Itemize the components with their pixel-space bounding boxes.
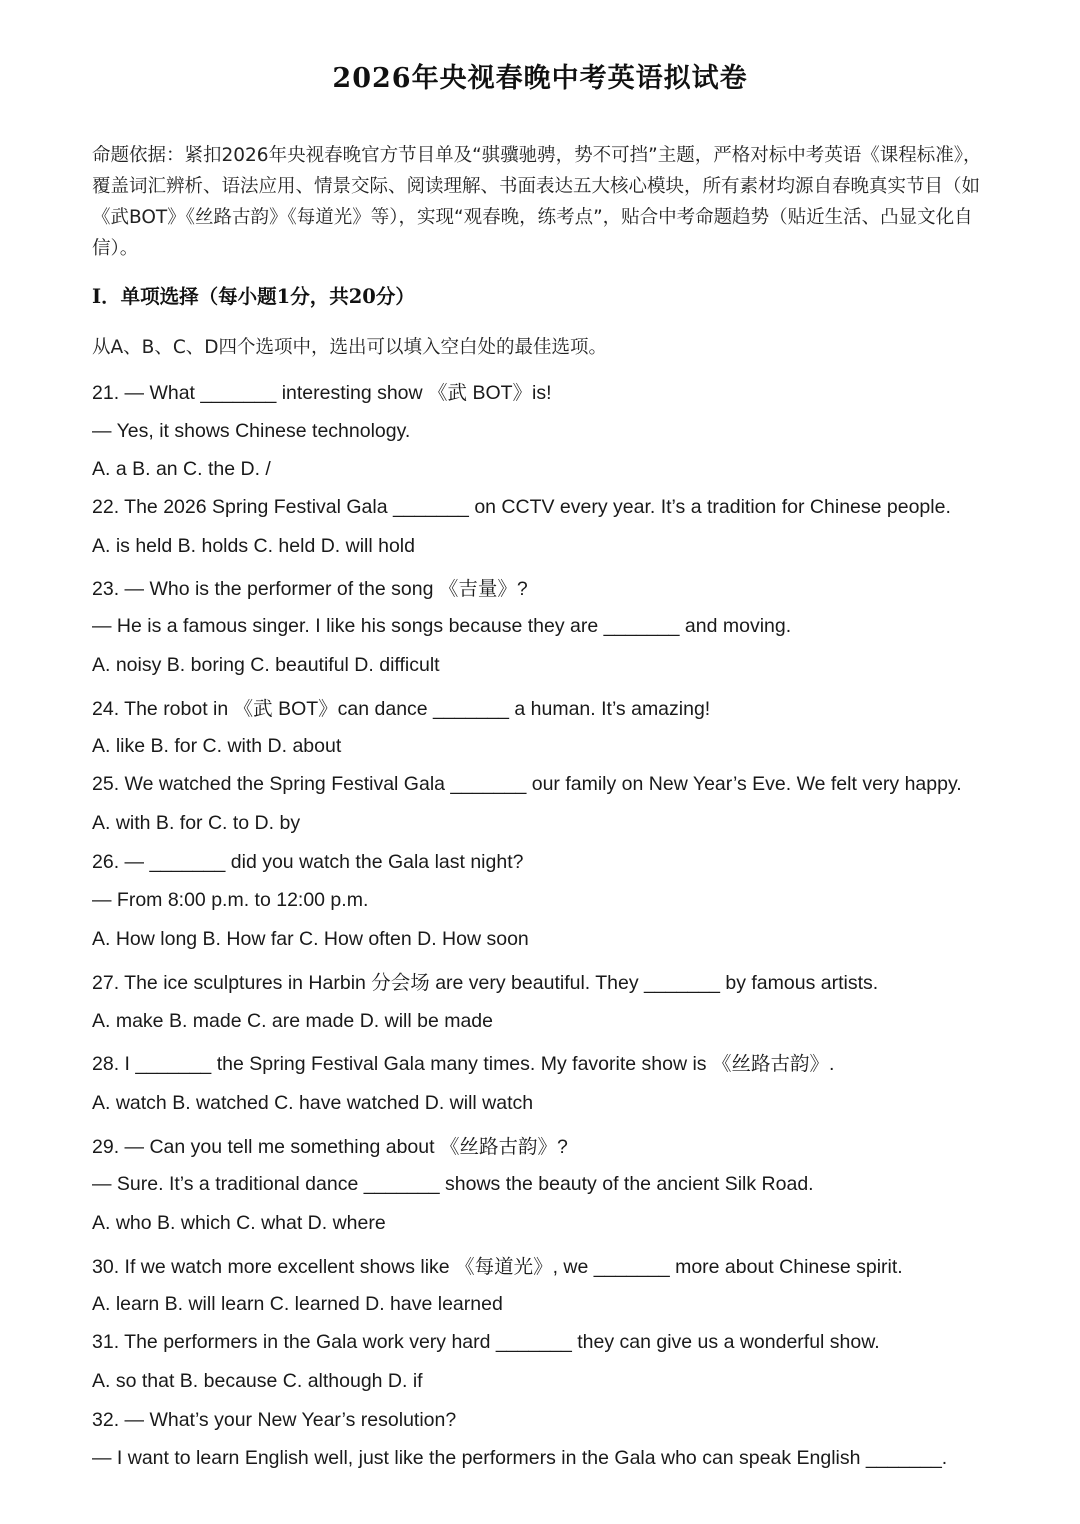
intro-paragraph: 命题依据：紧扣2026年央视春晚官方节目单及“骐骥驰骋，势不可挡”主题，严格对标中考英语《课程标准》，覆盖词汇辨析、语法应用、情景交际、阅读理解、书面表达五大核心模块，所有素材均源自春晚真实节目（如《武BOT》《丝路古韵》《每道光》等），实现“观春晚，练考点”，贴合中考命题趋势（贴近生活、凸显文化自信）。 (92, 145, 982, 259)
options-line: A. noisy B. boring C. beautiful D. difficult (92, 654, 440, 676)
question-line: 29. — Can you tell me something about 《丝路古韵》? (92, 1136, 568, 1158)
question-line: 30. If we watch more excellent shows like 《每道光》, we _______ more about Chinese spirit. (92, 1256, 903, 1278)
options-line: A. with B. for C. to D. by (92, 812, 301, 834)
options-line: A. make B. made C. are made D. will be made (92, 1010, 493, 1032)
section-heading: Ⅰ．单项选择（每小题1分，共20分） (92, 285, 415, 308)
question-line: — Yes, it shows Chinese technology. (92, 420, 411, 442)
question-line: — From 8:00 p.m. to 12:00 p.m. (92, 889, 369, 911)
question-line: 22. The 2026 Spring Festival Gala _______ on CCTV every year. It’s a tradition for Chinese people. (92, 496, 951, 518)
options-line: A. who B. which C. what D. where (92, 1212, 386, 1234)
options-line: A. How long B. How far C. How often D. How soon (92, 928, 529, 950)
question-line: 24. The robot in 《武 BOT》can dance _______ a human. It’s amazing! (92, 698, 711, 720)
question-line: 25. We watched the Spring Festival Gala _______ our family on New Year’s Eve. We felt very happy. (92, 773, 962, 795)
options-line: A. like B. for C. with D. about (92, 735, 342, 757)
options-line: A. watch B. watched C. have watched D. will watch (92, 1092, 534, 1114)
question-line: — Sure. It’s a traditional dance _______ shows the beauty of the ancient Silk Road. (92, 1173, 814, 1195)
question-line: 26. — _______ did you watch the Gala last night? (92, 851, 524, 873)
options-line: A. a B. an C. the D. / (92, 458, 271, 480)
question-line: 31. The performers in the Gala work very hard _______ they can give us a wonderful show. (92, 1331, 880, 1353)
options-line: A. so that B. because C. although D. if (92, 1370, 423, 1392)
page-title: 2026年央视春晚中考英语拟试卷 (332, 63, 748, 94)
question-line: — I want to learn English well, just like the performers in the Gala who can speak English _______. (92, 1447, 948, 1469)
question-line: 28. I _______ the Spring Festival Gala many times. My favorite show is 《丝路古韵》. (92, 1053, 835, 1075)
question-line: 21. — What _______ interesting show 《武 BOT》is! (92, 382, 552, 404)
question-line: 32. — What’s your New Year’s resolution? (92, 1409, 457, 1431)
question-line: — He is a famous singer. I like his songs because they are _______ and moving. (92, 615, 792, 637)
question-line: 23. — Who is the performer of the song 《吉量》? (92, 578, 528, 600)
options-line: A. is held B. holds C. held D. will hold (92, 535, 415, 557)
instruction-text: 从A、B、C、D四个选项中，选出可以填入空白处的最佳选项。 (92, 337, 608, 358)
options-line: A. learn B. will learn C. learned D. have learned (92, 1293, 503, 1315)
question-line: 27. The ice sculptures in Harbin 分会场 are very beautiful. They _______ by famous artists. (92, 972, 879, 994)
